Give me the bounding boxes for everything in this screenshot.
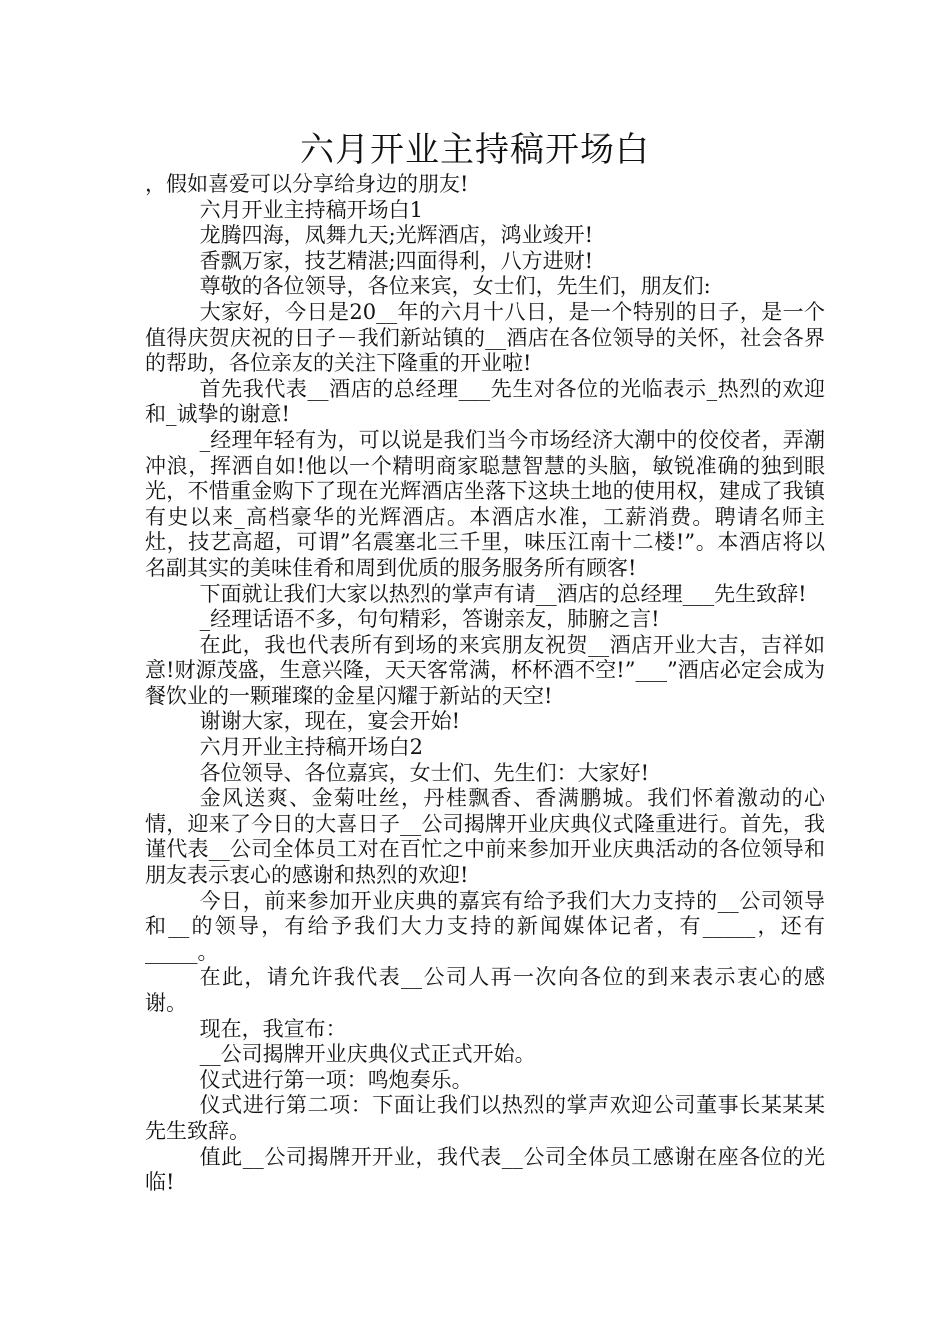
paragraph: 龙腾四海，凤舞九天;光辉酒店，鸿业竣开! — [199, 223, 594, 248]
paragraph: 首先我代表__酒店的总经理___先生对各位的光临表示_热烈的欢迎和_诚挚的谢意! — [145, 376, 825, 427]
section-heading-2: 六月开业主持稿开场白2 — [199, 735, 423, 760]
paragraph: 现在，我宣布： — [199, 1016, 347, 1041]
paragraph: 香飘万家，技艺精湛;四面得利，八方进财! — [199, 248, 594, 273]
paragraph: 在此，我也代表所有到场的来宾朋友祝贺__酒店开业大吉，吉祥如意!财源茂盛，生意兴隆，天天客常满，杯杯酒不空!”___”酒店必定会成为餐饮业的一颗璀璨的金星闪耀于新站的天空! — [145, 632, 825, 708]
paragraph: 大家好，今日是20__年的六月十八日，是一个特别的日子，是一个值得庆贺庆祝的日子－我们新站镇的__酒店在各位领导的关怀，社会各界的帮助，各位亲友的关注下隆重的开业啦! — [145, 299, 825, 376]
paragraph: 各位领导、各位嘉宾，女士们、先生们：大家好! — [199, 760, 650, 785]
document-title: 六月开业主持稿开场白 — [300, 130, 650, 170]
paragraph: 在此，请允许我代表__公司人再一次向各位的到来表示衷心的感谢。 — [145, 965, 825, 1015]
paragraph-share-note: ，假如喜爱可以分享给身边的朋友! — [145, 172, 469, 196]
paragraph: 仪式进行第一项：鸣炮奏乐。 — [199, 1067, 473, 1092]
paragraph: __公司揭牌开业庆典仪式正式开始。 — [199, 1042, 536, 1067]
paragraph: 金风送爽、金菊吐丝，丹桂飘香、香满鹏城。我们怀着激动的心情，迎来了今日的大喜日子__公司揭牌开业庆典仪式隆重进行。首先，我谨代表__公司全体员工对在百忙之中前来参加开业庆典活动的各位领导和朋友表示衷心的感谢和热烈的欢迎! — [145, 786, 825, 888]
paragraph: 今日，前来参加开业庆典的嘉宾有给予我们大力支持的__公司领导和__的领导，有给予我们大力支持的新闻媒体记者，有_____，还有_____。 — [145, 888, 825, 964]
section-heading-1: 六月开业主持稿开场白1 — [199, 197, 423, 222]
paragraph: _经理年轻有为，可以说是我们当今市场经济大潮中的佼佼者，弄潮冲浪，挥洒自如!他以一个精明商家聪慧智慧的头脑，敏锐准确的独到眼光，不惜重金购下了现在光辉酒店坐落下这块土地的使用权，建成了我镇有史以来_高档豪华的光辉酒店。本酒店水准，工薪消费。聘请名师主灶，技艺高超，可谓”名震塞北三千里，味压江南十二楼!”。本酒店将以名副其实的美味佳肴和周到优质的服务服务所有顾客! — [145, 427, 825, 580]
paragraph: _经理话语不多，句句精彩，答谢亲友，肺腑之言! — [199, 607, 660, 632]
paragraph: 下面就让我们大家以热烈的掌声有请__酒店的总经理___先生致辞! — [199, 581, 807, 606]
paragraph: 仪式进行第二项：下面让我们以热烈的掌声欢迎公司董事长某某某先生致辞。 — [145, 1093, 825, 1143]
paragraph: 尊敬的各位领导，各位来宾，女士们，先生们，朋友们: — [199, 274, 711, 299]
paragraph: 谢谢大家，现在，宴会开始! — [199, 709, 461, 734]
document-body — [145, 172, 825, 1196]
paragraph: 值此__公司揭牌开开业，我代表__公司全体员工感谢在座各位的光临! — [145, 1144, 825, 1195]
